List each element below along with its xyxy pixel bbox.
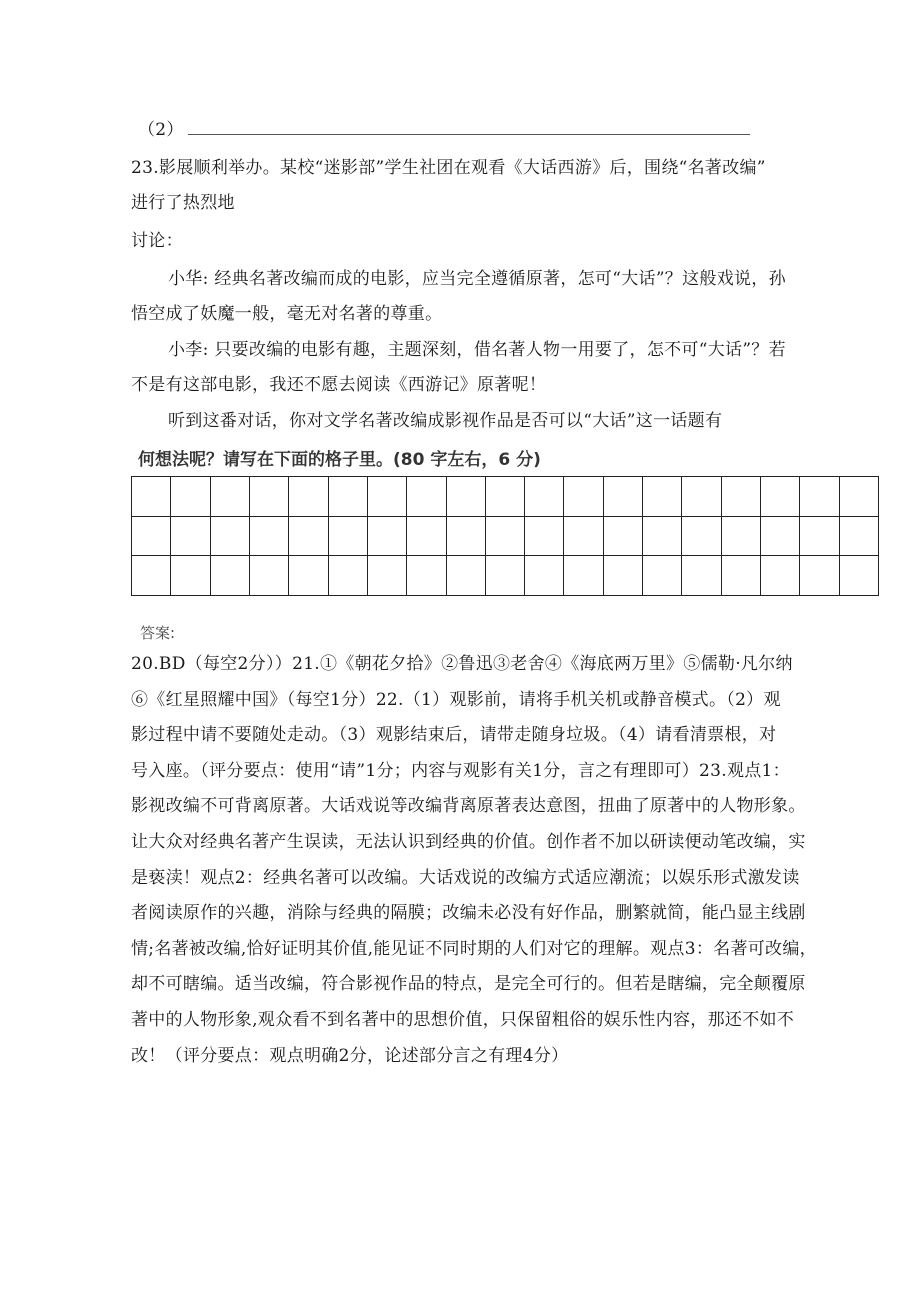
answer-line: 著中的人物形象,观众看不到名著中的思想价值，只保留粗俗的娱乐性内容，那还不如不 bbox=[131, 1010, 795, 1030]
answer-line: 是亵渎！观点2：经典名著可以改编。大话戏说的改编方式适应潮流；以娱乐形式激发读 bbox=[131, 867, 800, 888]
grid-cell[interactable] bbox=[486, 517, 525, 557]
grid-cell[interactable] bbox=[132, 517, 171, 557]
grid-cell[interactable] bbox=[604, 517, 643, 557]
answer-line: 号入座。（评分要点：使用“请”1分；内容与观影有关1分，言之有理即可）23.观点1： bbox=[131, 760, 790, 781]
grid-cell[interactable] bbox=[407, 477, 446, 517]
grid-cell[interactable] bbox=[368, 477, 407, 517]
xiaohua-line-2: 悟空成了妖魔一般，毫无对名著的尊重。 bbox=[131, 304, 443, 324]
grid-cell[interactable] bbox=[132, 477, 171, 517]
grid-cell[interactable] bbox=[840, 556, 879, 596]
grid-cell[interactable] bbox=[289, 477, 328, 517]
grid-cell[interactable] bbox=[329, 517, 368, 557]
answer-line: 影视改编不可背离原著。大话戏说等改编背离原著表达意图，扭曲了原著中的人物形象。 bbox=[131, 796, 806, 817]
xiaohua-line-1: 小华: 经典名著改编而成的电影，应当完全遵循原著，怎可“大话”？这般戏说，孙 bbox=[168, 269, 786, 289]
grid-cell[interactable] bbox=[486, 556, 525, 596]
q23-intro-line-1: 23.影展顺利举办。某校“迷影部”学生社团在观看《大话西游》后，围绕“名著改编” bbox=[131, 158, 766, 178]
grid-cell[interactable] bbox=[840, 477, 879, 517]
answer-line: 却不可瞎编。适当改编，符合影视作品的特点，是完全可行的。但若是瞎编，完全颠覆原 bbox=[131, 974, 806, 995]
answer-line: ⑥《红星照耀中国》（每空1分）22.（1）观影前，请将手机关机或静音模式。（2）观 bbox=[131, 689, 781, 710]
answer-line: 者阅读原作的兴趣，消除与经典的隔膜；改编未必没有好作品，删繁就简，能凸显主线剧 bbox=[131, 903, 806, 924]
grid-cell[interactable] bbox=[564, 477, 603, 517]
grid-cell[interactable] bbox=[722, 517, 761, 557]
grid-cell[interactable] bbox=[643, 477, 682, 517]
grid-cell[interactable] bbox=[761, 517, 800, 557]
grid-cell[interactable] bbox=[525, 517, 564, 557]
grid-cell[interactable] bbox=[171, 477, 210, 517]
grid-cell[interactable] bbox=[564, 556, 603, 596]
answer-line: 改！（评分要点：观点明确2分，论述部分言之有理4分） bbox=[131, 1045, 569, 1066]
grid-cell[interactable] bbox=[682, 556, 721, 596]
grid-cell[interactable] bbox=[289, 517, 328, 557]
grid-cell[interactable] bbox=[171, 517, 210, 557]
grid-cell[interactable] bbox=[722, 477, 761, 517]
grid-cell[interactable] bbox=[368, 517, 407, 557]
q23-intro-line-3: 讨论： bbox=[131, 231, 183, 251]
grid-cell[interactable] bbox=[447, 556, 486, 596]
grid-cell[interactable] bbox=[171, 556, 210, 596]
grid-cell[interactable] bbox=[643, 556, 682, 596]
grid-cell[interactable] bbox=[840, 517, 879, 557]
xiaoli-line-2: 不是有这部电影，我还不愿去阅读《西游记》原著呢！ bbox=[131, 375, 547, 395]
q23-intro-line-2: 进行了热烈地 bbox=[131, 193, 235, 213]
answer-line: 让大众对经典名著产生误读，无法认识到经典的价值。创作者不加以研读便动笔改编，实 bbox=[131, 832, 806, 852]
grid-cell[interactable] bbox=[447, 477, 486, 517]
grid-cell[interactable] bbox=[722, 556, 761, 596]
grid-cell[interactable] bbox=[643, 517, 682, 557]
grid-cell[interactable] bbox=[250, 517, 289, 557]
grid-cell[interactable] bbox=[132, 556, 171, 596]
grid-cell[interactable] bbox=[761, 477, 800, 517]
answer-line: 情;名著被改编,恰好证明其价值,能见证不同时期的人们对它的理解。观点3：名著可改编， bbox=[131, 938, 817, 959]
grid-cell[interactable] bbox=[211, 556, 250, 596]
writing-grid[interactable] bbox=[131, 476, 879, 596]
q23-question-line-2: 何想法呢？请写在下面的格子里。(80 字左右，6 分) bbox=[138, 450, 541, 470]
grid-cell[interactable] bbox=[289, 556, 328, 596]
grid-cell[interactable] bbox=[407, 556, 446, 596]
grid-cell[interactable] bbox=[368, 556, 407, 596]
grid-cell[interactable] bbox=[800, 556, 839, 596]
grid-cell[interactable] bbox=[211, 477, 250, 517]
grid-cell[interactable] bbox=[250, 477, 289, 517]
grid-cell[interactable] bbox=[329, 556, 368, 596]
grid-cell[interactable] bbox=[604, 477, 643, 517]
grid-cell[interactable] bbox=[407, 517, 446, 557]
grid-cell[interactable] bbox=[682, 517, 721, 557]
grid-cell[interactable] bbox=[761, 556, 800, 596]
grid-cell[interactable] bbox=[211, 517, 250, 557]
answer-line: 影过程中请不要随处走动。（3）观影结束后，请带走随身垃圾。（4）请看清票根，对 bbox=[131, 725, 777, 746]
grid-cell[interactable] bbox=[525, 556, 564, 596]
grid-cell[interactable] bbox=[682, 477, 721, 517]
answer-label: 答案: bbox=[140, 624, 176, 642]
xiaoli-line-1: 小李: 只要改编的电影有趣，主题深刻，借名著人物一用要了，怎不可“大话”？若 bbox=[168, 340, 786, 360]
answer-blank-line[interactable] bbox=[188, 134, 750, 135]
grid-cell[interactable] bbox=[447, 517, 486, 557]
grid-cell[interactable] bbox=[564, 517, 603, 557]
grid-cell[interactable] bbox=[250, 556, 289, 596]
grid-cell[interactable] bbox=[800, 517, 839, 557]
q23-question-line-1: 听到这番对话，你对文学名著改编成影视作品是否可以“大话”这一话题有 bbox=[168, 411, 723, 431]
grid-cell[interactable] bbox=[604, 556, 643, 596]
answer-line: 20.BD（每空2分））21.①《朝花夕拾》②鲁迅③老舍④《海底两万里》⑤儒勒·凡尔纳 bbox=[131, 654, 793, 674]
q22-part2-label: （2） bbox=[138, 120, 184, 140]
grid-cell[interactable] bbox=[800, 477, 839, 517]
grid-cell[interactable] bbox=[329, 477, 368, 517]
grid-cell[interactable] bbox=[486, 477, 525, 517]
grid-cell[interactable] bbox=[525, 477, 564, 517]
